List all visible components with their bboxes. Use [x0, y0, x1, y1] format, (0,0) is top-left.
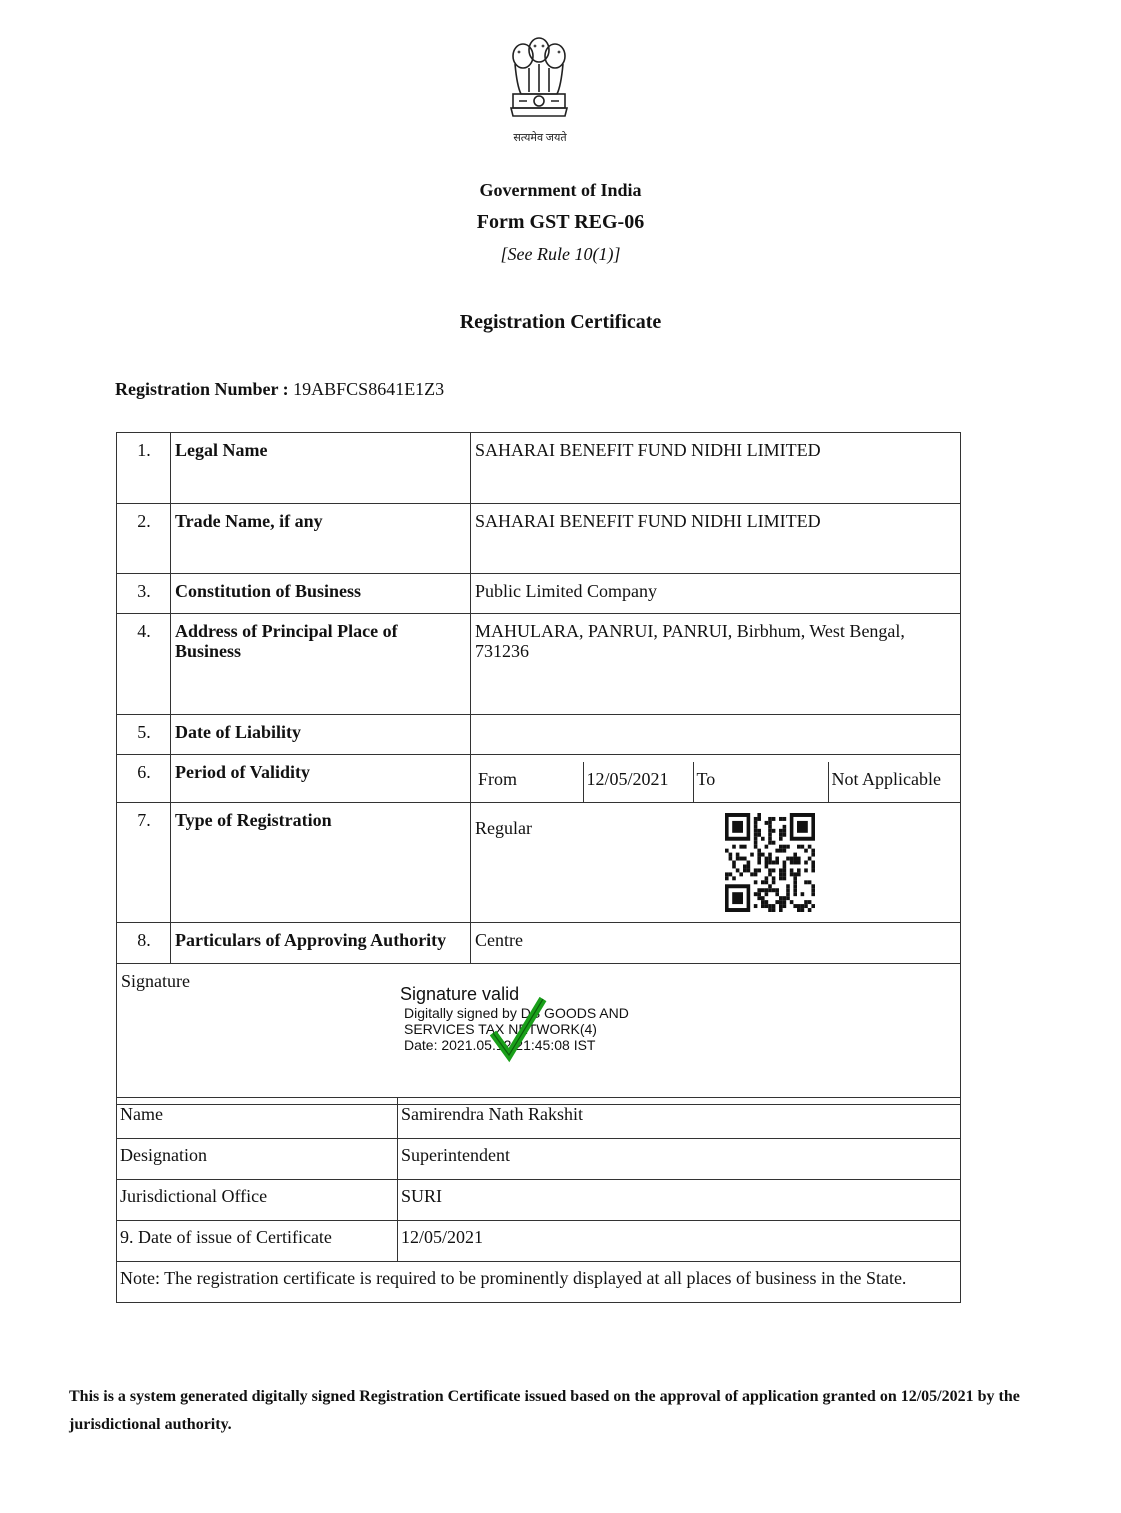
- table-row: [117, 1139, 961, 1180]
- authority-details-table: [116, 1097, 961, 1303]
- detail-value: Superintendent: [398, 1139, 961, 1180]
- validity-to-value: Not Applicable: [828, 762, 957, 802]
- row-number: 6.: [117, 755, 171, 803]
- row-value: SAHARAI BENEFIT FUND NIDHI LIMITED: [471, 504, 961, 574]
- table-row: [117, 803, 961, 923]
- table-row: [117, 1180, 961, 1221]
- note-row: [117, 1262, 961, 1303]
- certificate-title: Registration Certificate: [459, 311, 662, 333]
- signature-date-line: Date: 2021.05.12 21:45:08 IST: [404, 1037, 596, 1053]
- row-number: 2.: [117, 504, 171, 574]
- table-row: [117, 1098, 961, 1139]
- row-value-cell: [471, 803, 961, 923]
- signature-signer-line: Digitally signed by DS GOODS AND: [404, 1005, 629, 1021]
- validity-from-label: From: [478, 769, 518, 789]
- government-heading: Government of India: [479, 180, 642, 200]
- validity-cell: [471, 755, 961, 803]
- table-row: [117, 923, 961, 964]
- validity-to-label: To: [693, 762, 828, 802]
- row-label: Type of Registration: [171, 803, 471, 923]
- signature-signer-line: SERVICES TAX NETWORK(4): [404, 1021, 597, 1037]
- detail-label: 9. Date of issue of Certificate: [117, 1221, 398, 1262]
- system-generated-footer: This is a system generated digitally signed Registration Certificate issued based on the approval of application granted on 12/05/2021 by the jurisdictional authority.: [69, 1388, 1020, 1433]
- registration-number-value: 19ABFCS8641E1Z3: [293, 379, 445, 399]
- row-number: 4.: [117, 614, 171, 715]
- row-label: Particulars of Approving Authority: [171, 923, 471, 964]
- row-value: Centre: [471, 923, 961, 964]
- detail-value: Samirendra Nath Rakshit: [398, 1098, 961, 1139]
- table-row: [117, 574, 961, 614]
- row-number: 7.: [117, 803, 171, 923]
- detail-value: SURI: [398, 1180, 961, 1221]
- row-number: 1.: [117, 433, 171, 504]
- national-motto: सत्यमेव जयते: [513, 132, 567, 144]
- validity-from-value: 12/05/2021: [583, 762, 693, 802]
- row-number: 5.: [117, 715, 171, 755]
- table-row: [117, 504, 961, 574]
- table-row: [117, 755, 961, 803]
- rule-reference: [See Rule 10(1)]: [500, 244, 621, 264]
- display-note: Note: The registration certificate is required to be prominently displayed at all places of business in the State.: [117, 1262, 961, 1303]
- registration-number: [115, 379, 444, 400]
- checkmark-icon: [489, 993, 549, 1063]
- table-row: [117, 715, 961, 755]
- signature-label: Signature: [121, 971, 190, 991]
- row-label: Constitution of Business: [171, 574, 471, 614]
- row-number: 3.: [117, 574, 171, 614]
- row-number: 8.: [117, 923, 171, 964]
- table-row: [117, 614, 961, 715]
- row-value: SAHARAI BENEFIT FUND NIDHI LIMITED: [471, 433, 961, 504]
- row-label: Period of Validity: [171, 755, 471, 803]
- row-label: Trade Name, if any: [171, 504, 471, 574]
- table-row: [117, 433, 961, 504]
- signature-row: [117, 964, 961, 1105]
- row-label: Legal Name: [171, 433, 471, 504]
- registration-details-table: [116, 432, 961, 1105]
- detail-label: Name: [117, 1098, 398, 1139]
- registration-number-label: Registration Number :: [115, 379, 289, 399]
- signature-cell: [117, 964, 961, 1105]
- validity-table: [475, 762, 957, 802]
- registration-type-value: Regular: [475, 818, 532, 838]
- detail-value: 12/05/2021: [398, 1221, 961, 1262]
- row-value: MAHULARA, PANRUI, PANRUI, Birbhum, West Bengal, 731236: [471, 614, 961, 715]
- table-row: [117, 1221, 961, 1262]
- detail-label: Designation: [117, 1139, 398, 1180]
- row-label: Address of Principal Place of Business: [171, 614, 471, 715]
- form-title: Form GST REG-06: [476, 211, 645, 233]
- row-label: Date of Liability: [171, 715, 471, 755]
- detail-label: Jurisdictional Office: [117, 1180, 398, 1221]
- row-value: [471, 715, 961, 755]
- qr-code-icon: [725, 813, 815, 913]
- row-value: Public Limited Company: [471, 574, 961, 614]
- signature-status: Signature valid: [400, 984, 520, 1004]
